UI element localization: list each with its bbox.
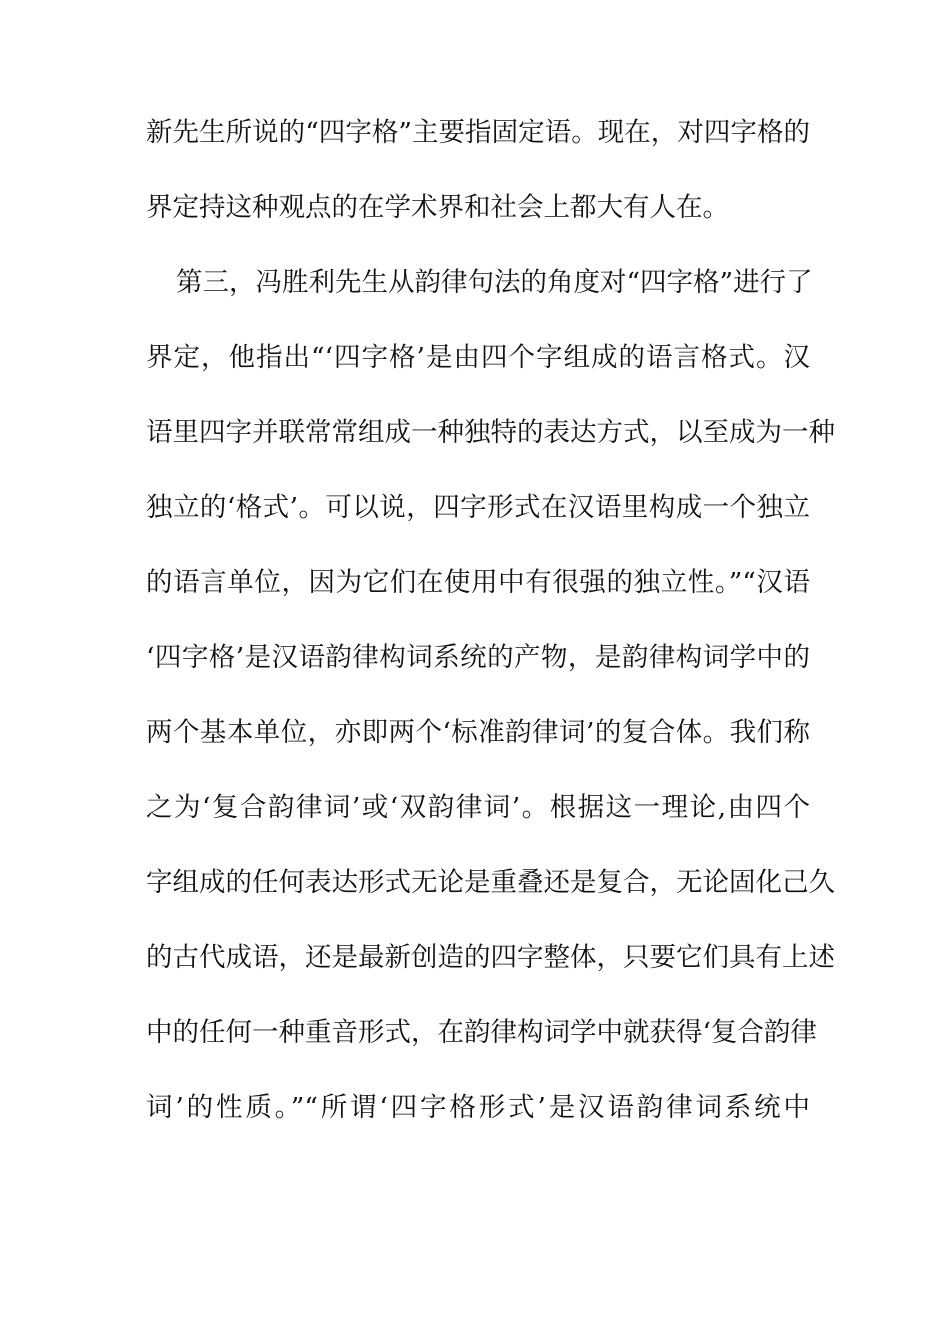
text-line: 两个基本单位，亦即两个‘标准韵律词’的复合体。我们称	[146, 717, 810, 748]
text-line: 的语言单位，因为它们在使用中有很强的独立性。”“汉语	[146, 567, 810, 598]
text-line: 词’的性质。”“所谓‘四字格形式’是汉语韵律词系统中	[146, 1092, 810, 1123]
text-line: 字组成的任何表达形式无论是重叠还是复合，无论固化己久	[146, 867, 835, 898]
text-line: 界定持这种观点的在学术界和社会上都大有人在。	[146, 192, 729, 223]
text-line: 界定，他指出“‘四字格’是由四个字组成的语言格式。汉	[146, 342, 810, 373]
text-line: 之为‘复合韵律词’或‘双韵律词’。根据这一理论,由四个	[146, 792, 810, 823]
text-line: 中的任何一种重音形式，在韵律构词学中就获得‘复合韵律	[146, 1017, 817, 1048]
body-text	[146, 114, 835, 1164]
text-line: ‘四字格’是汉语韵律构词系统的产物，是韵律构词学中的	[146, 642, 810, 673]
text-line: 第三，冯胜利先生从韵律句法的角度对“四字格”进行了	[176, 267, 813, 298]
text-line: 新先生所说的“四字格”主要指固定语。现在，对四字格的	[146, 117, 810, 148]
text-line: 独立的‘格式’。可以说，四字形式在汉语里构成一个独立	[146, 492, 810, 523]
text-line: 的古代成语，还是最新创造的四字整体，只要它们具有上述	[146, 942, 835, 973]
text-line: 语里四字并联常常组成一种独特的表达方式，以至成为一种	[146, 417, 835, 448]
